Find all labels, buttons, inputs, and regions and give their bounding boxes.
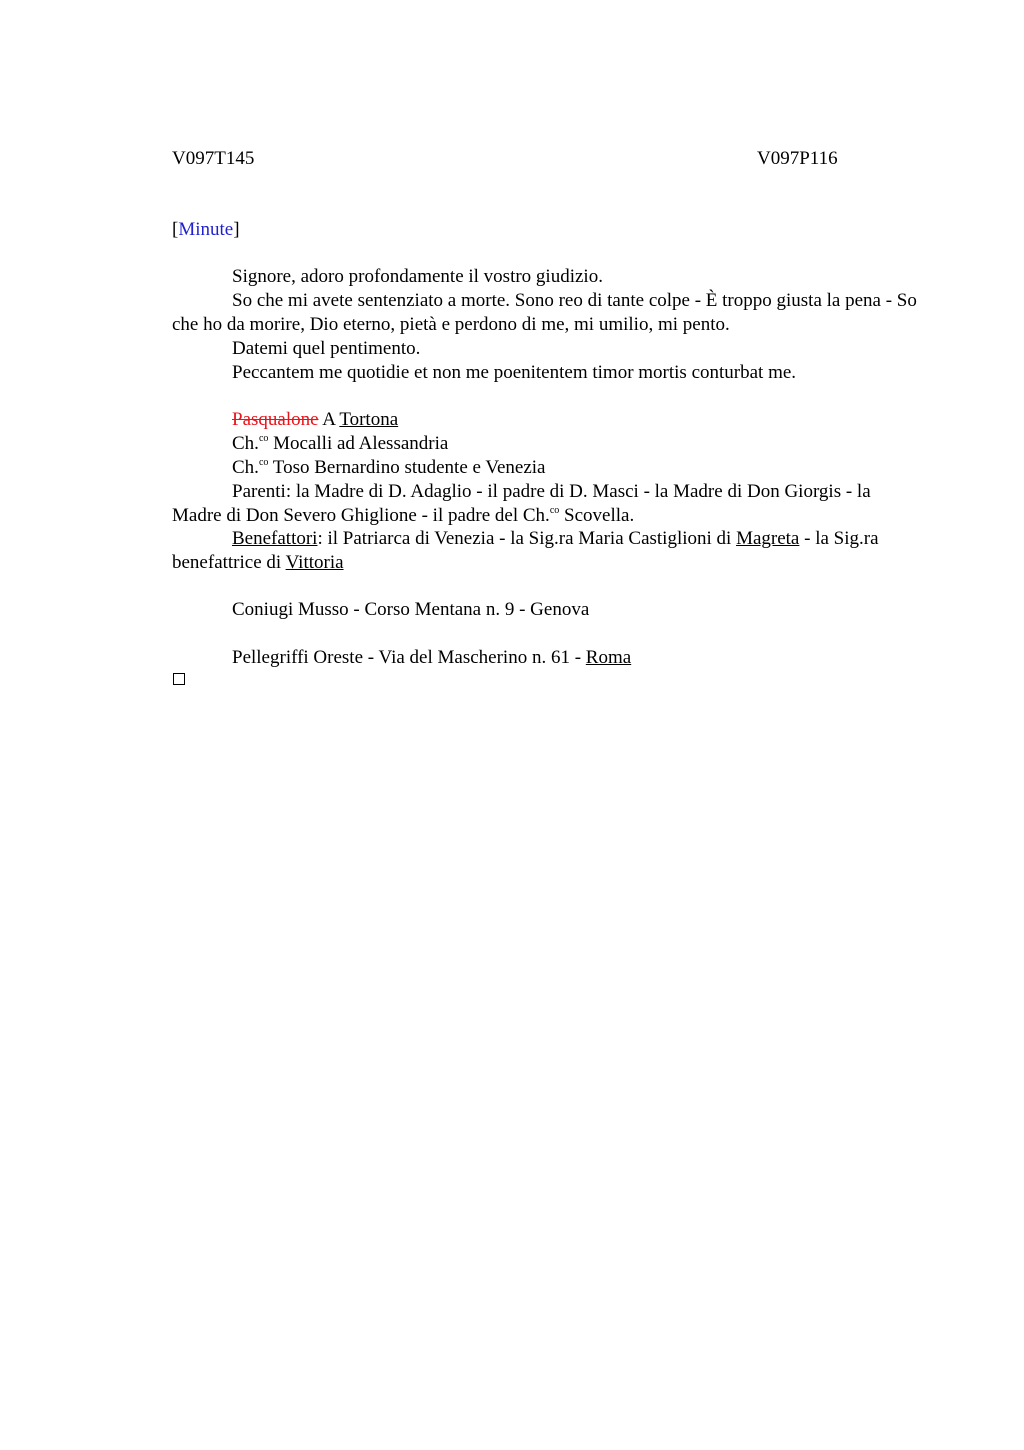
place-roma: Roma [585, 647, 632, 668]
list-item-mocalli: Ch.$^{co}$ Mocalli ad Alessandria [232, 433, 449, 454]
paragraph-1: Signore, adoro profondamente il vostro giudizio. [232, 266, 603, 287]
paragraph-4: Peccantem me quotidie et non me poenitentem timor mortis conturbat me. [232, 362, 797, 383]
list-item-toso: Ch.$^{co}$ Toso Bernardino studente e Venezia [232, 457, 546, 478]
list-item-tortona: Pasqualone A Tortona [232, 409, 399, 430]
document-code-left: V097T145 [172, 148, 255, 169]
address-musso: Coniugi Musso - Corso Mentana n. 9 - Genova [232, 599, 590, 620]
place-vittoria: Vittoria [285, 552, 344, 573]
document-code-right: V097P116 [757, 148, 838, 169]
editorial-label: Minute [178, 219, 234, 240]
place-tortona: Tortona [339, 409, 399, 430]
list-item-parenti: Parenti: la Madre di D. Adaglio - il padre di D. Masci - la Madre di Don Giorgis - la Madre di Don Severo Ghiglione - il padre del Ch.$^{co}$ Scovella. [172, 481, 871, 526]
paragraph-3: Datemi quel pentimento. [232, 338, 421, 359]
bracket-open: [ [172, 219, 179, 240]
editorial-tag [172, 218, 240, 242]
benefattori-label: Benefattori [232, 528, 318, 549]
address-pellegriffi: Pellegriffi Oreste - Via del Mascherino n. 61 - Roma [232, 647, 632, 668]
bracket-close: ] [233, 219, 240, 240]
paragraph-2: So che mi avete sentenziato a morte. Sono reo di tante colpe - È troppo giusta la pena - So che ho da morire, Dio eterno, pietà e perdono di me, mi umilio, mi pento. [172, 290, 917, 335]
place-magreta: Magreta [736, 528, 800, 549]
checkbox-square-icon [173, 673, 185, 685]
list-item-benefattori: Benefattori: il Patriarca di Venezia - la Sig.ra Maria Castiglioni di Magreta - la Sig.ra benefattrice di Vittoria [172, 528, 879, 573]
deleted-word: Pasqualone [232, 409, 319, 430]
